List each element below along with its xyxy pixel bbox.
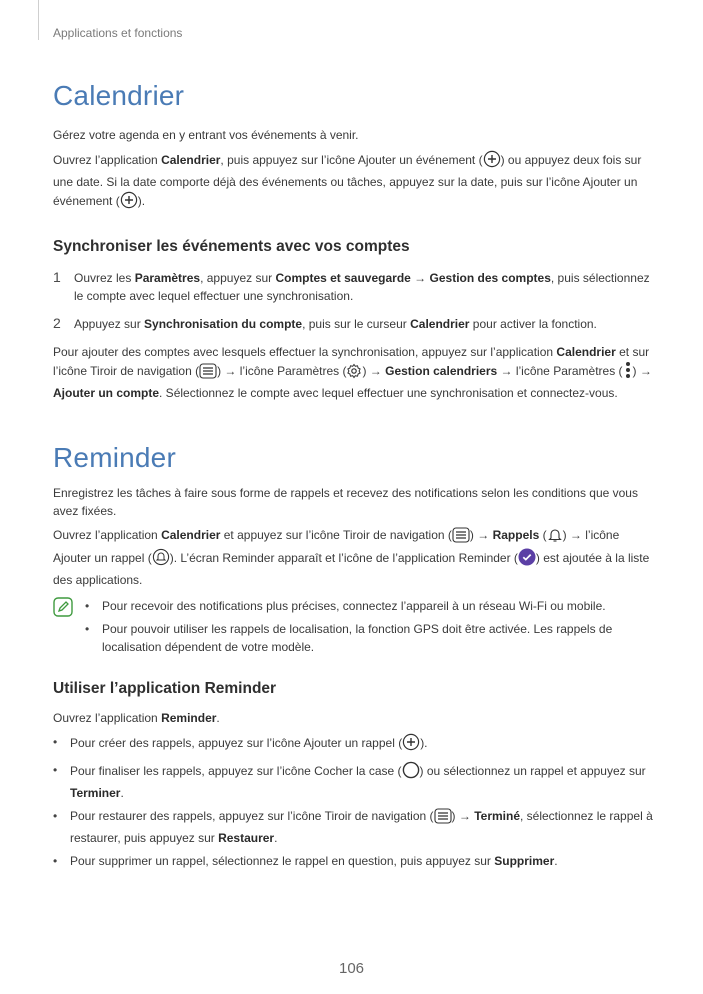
calendrier-open-paragraph: Ouvrez l’application Calendrier, puis appuyez sur l’icône Ajouter un événement ( ) ou appuyez deux fois sur une date. Si la date comporte déjà des événements ou tâches, appuyez sur la date, puis sur l’icône Ajouter un événement ( ). xyxy=(53,150,653,214)
sync-step-2: 2 Appuyez sur Synchronisation du compte, puis sur le curseur Calendrier pour activer la fonction. xyxy=(53,315,597,331)
header-divider xyxy=(38,0,39,40)
use-reminder-title: Utiliser l’application Reminder xyxy=(53,680,277,697)
navigation-drawer-icon xyxy=(199,363,217,384)
sync-step-1: 1 Ouvrez les Paramètres, appuyez sur Comptes et sauvegarde → Gestion des comptes, puis sélectionnez le compte avec lequel effectuer une synchronisation. xyxy=(53,269,650,303)
bell-icon xyxy=(547,527,563,548)
reminder-title: Reminder xyxy=(53,442,176,473)
list-item: • Pour supprimer un rappel, sélectionnez le rappel en question, puis appuyez sur Supprimer. xyxy=(43,852,653,870)
add-event-icon xyxy=(120,191,138,214)
calendrier-intro: Gérez votre agenda en y entrant vos événements à venir. xyxy=(53,128,359,142)
notes-list xyxy=(75,597,653,656)
running-header: Applications et fonctions xyxy=(53,26,183,40)
sync-section-title: Synchroniser les événements avec vos comptes xyxy=(53,238,410,255)
reminder-open-paragraph: Ouvrez l’application Calendrier et appuyez sur l’icône Tiroir de navigation ( ) → Rappels ( ) → l’icône Ajouter un rappel ( ). L’écran Reminder apparaît et l’icône de l’application Reminder ( ) est ajoutée à la liste des applications. xyxy=(53,528,650,587)
list-item: • Pour pouvoir utiliser les rappels de localisation, la fonction GPS doit être activée. Les rappels de localisation dépendent de votre modèle. xyxy=(75,620,653,656)
use-reminder-open: Ouvrez l’application Reminder. xyxy=(53,711,220,725)
step-number: 1 xyxy=(53,269,61,285)
more-options-icon xyxy=(623,361,633,384)
page-number: 106 xyxy=(338,960,365,977)
list-item: • Pour recevoir des notifications plus précises, connectez l’appareil à un réseau Wi-Fi ou mobile. xyxy=(75,597,653,615)
add-reminder-icon xyxy=(152,548,170,571)
add-icon xyxy=(402,733,420,756)
reminder-notes xyxy=(53,597,653,656)
add-event-icon xyxy=(483,150,501,173)
page-content xyxy=(53,80,653,870)
calendrier-title: Calendrier xyxy=(53,80,185,111)
sync-add-accounts-paragraph: Pour ajouter des comptes avec lesquels effectuer la synchronisation, appuyez sur l’application Calendrier et sur l’icône Tiroir de navigation ( ) → l’icône Paramètres ( ) → Gestion calendriers → l’icône Paramètres ( ) → Ajouter un compte. Sélectionnez le compte avec lequel effectuer une synchronisation et connectez-vous. xyxy=(53,345,652,400)
reminder-usage-list xyxy=(43,733,653,870)
note-icon xyxy=(53,597,73,622)
reminder-intro: Enregistrez les tâches à faire sous forme de rappels et recevez des notifications selon les conditions que vous avez fixées. xyxy=(53,486,638,518)
list-item: • Pour restaurer des rappels, appuyez sur l’icône Tiroir de navigation ( ) → Terminé, sélectionnez le rappel à restaurer, puis appuyez sur Restaurer. xyxy=(43,807,653,847)
settings-gear-icon xyxy=(346,363,362,384)
list-item: • Pour créer des rappels, appuyez sur l’icône Ajouter un rappel ( ). xyxy=(43,733,653,756)
navigation-drawer-icon xyxy=(452,527,470,548)
navigation-drawer-icon xyxy=(434,808,452,829)
step-number: 2 xyxy=(53,315,61,331)
list-item: • Pour finaliser les rappels, appuyez sur l’icône Cocher la case ( ) ou sélectionnez un rappel et appuyez sur Terminer. xyxy=(43,761,653,802)
reminder-app-icon xyxy=(518,548,536,571)
checkbox-circle-icon xyxy=(402,761,420,784)
